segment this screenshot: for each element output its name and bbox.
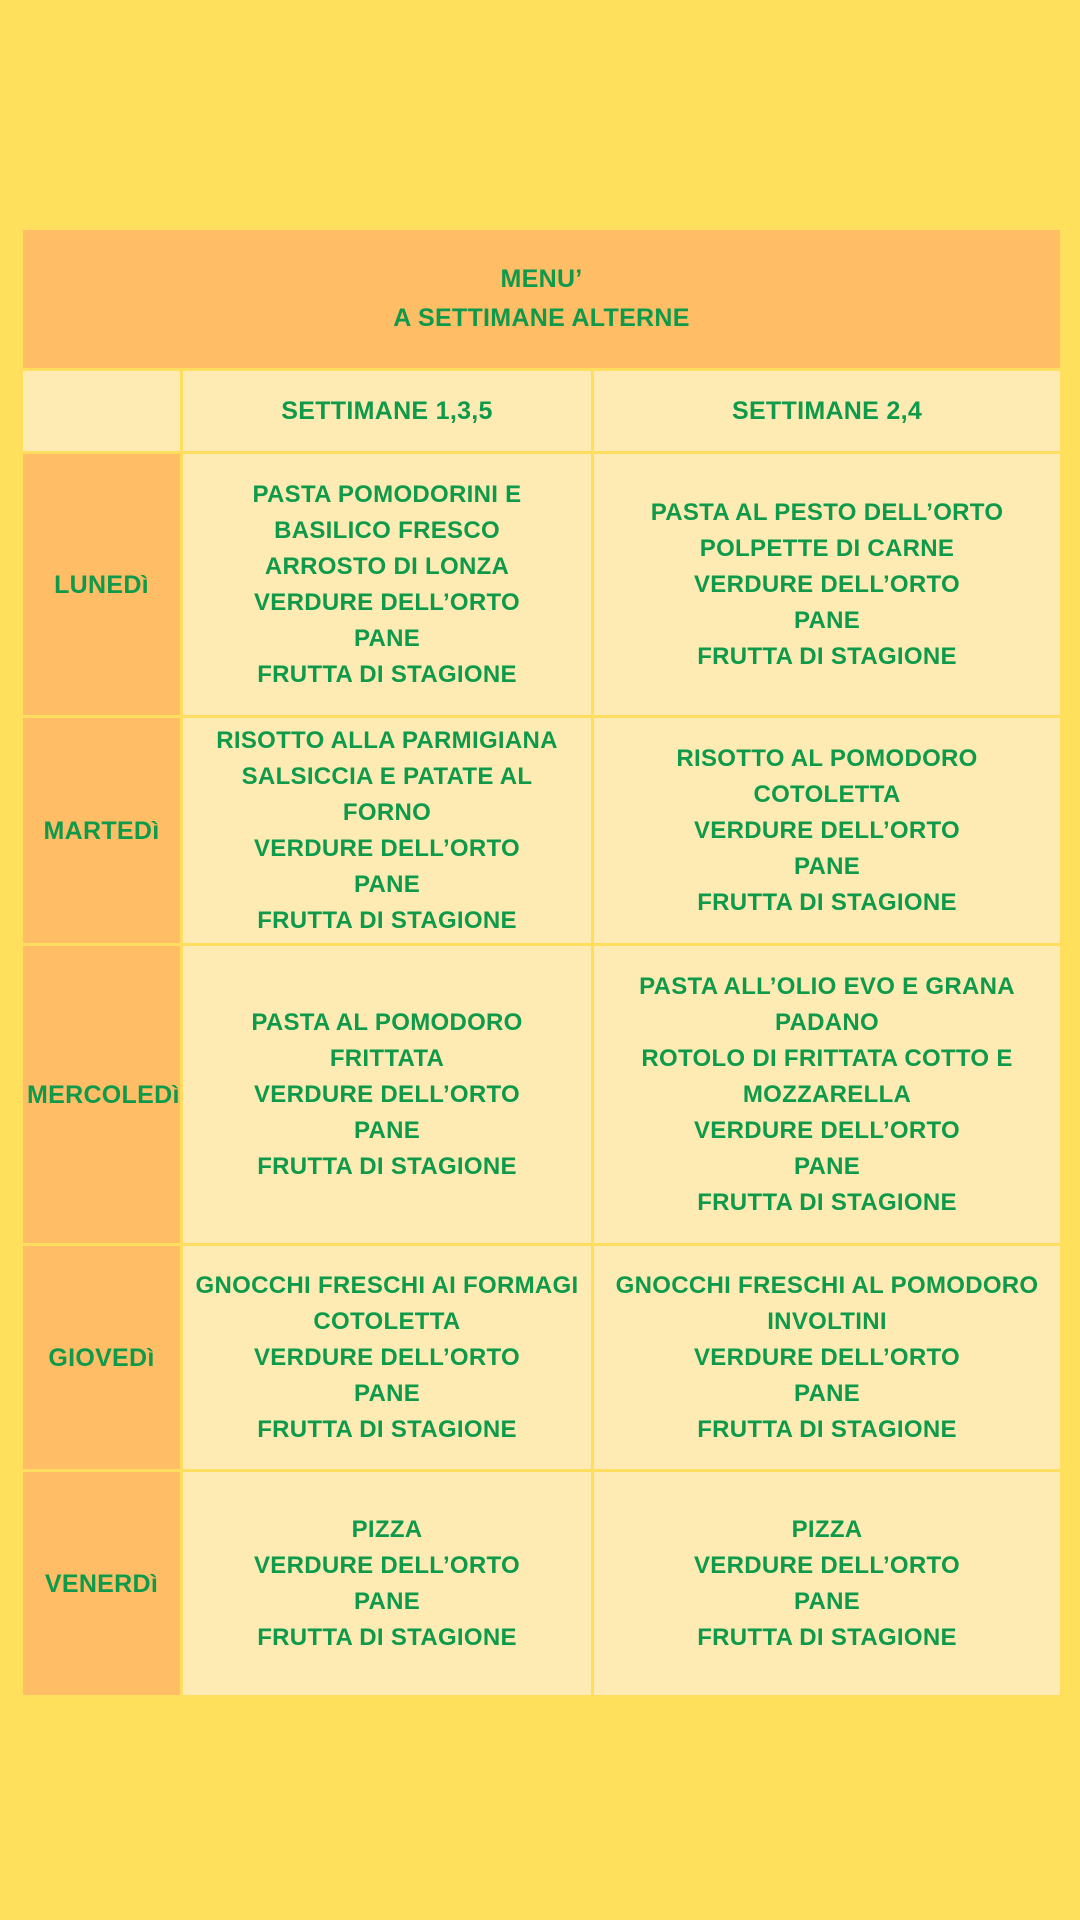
meal-item: FRUTTA DI STAGIONE (697, 888, 957, 916)
meal-item: PANE (793, 1152, 861, 1180)
meal-item: VERDURE DELL’ORTO (694, 1343, 961, 1371)
day-label: VENERDì (22, 1471, 182, 1697)
meal-cell-week2 (593, 453, 1062, 717)
meal-item: PANE (353, 870, 421, 898)
meal-item: FRUTTA DI STAGIONE (697, 1188, 957, 1216)
meal-item: FRUTTA DI STAGIONE (257, 660, 517, 688)
meal-item: POLPETTE DI CARNE (699, 534, 955, 562)
meal-item: ROTOLO DI FRITTATA COTTO E (641, 1044, 1013, 1072)
meal-item: PASTA AL POMODORO (251, 1008, 523, 1036)
meal-item: PANE (353, 1379, 421, 1407)
meal-item: FRITTATA (329, 1044, 445, 1072)
meal-item: VERDURE DELL’ORTO (253, 1343, 521, 1371)
menu-title-line2: A SETTIMANE ALTERNE (393, 304, 690, 332)
meal-item: FRUTTA DI STAGIONE (257, 906, 517, 934)
meal-item: RISOTTO AL POMODORO (676, 744, 978, 772)
column-header-week2: SETTIMANE 2,4 (593, 370, 1062, 453)
meal-item: INVOLTINI (767, 1307, 887, 1335)
meal-item: PANE (353, 1587, 421, 1615)
day-label: MARTEDì (22, 717, 182, 945)
meal-item: VERDURE DELL’ORTO (253, 834, 521, 862)
meal-item: BASILICO FRESCO (274, 516, 500, 544)
meal-cell-week1 (182, 453, 593, 717)
day-row (22, 717, 1062, 945)
meal-item: VERDURE DELL’ORTO (694, 570, 961, 598)
meal-item: PADANO (775, 1008, 880, 1036)
meal-item: VERDURE DELL’ORTO (253, 1080, 521, 1108)
meal-cell-week2 (593, 1471, 1062, 1697)
meal-cell-week1 (182, 717, 593, 945)
meal-item: FRUTTA DI STAGIONE (257, 1415, 517, 1443)
meal-item: PASTA POMODORINI E (252, 480, 522, 508)
meal-item: ARROSTO DI LONZA (264, 552, 510, 580)
meal-item: PIZZA (351, 1515, 423, 1543)
meal-cell-week2 (593, 1245, 1062, 1471)
meal-item: COTOLETTA (313, 1307, 461, 1335)
meal-item: PASTA ALL’OLIO EVO E GRANA (639, 972, 1015, 1000)
column-header-row (22, 370, 1062, 453)
day-label: LUNEDì (22, 453, 182, 717)
day-row (22, 945, 1062, 1245)
meal-item: RISOTTO ALLA PARMIGIANA (216, 726, 558, 754)
meal-item: VERDURE DELL’ORTO (694, 1551, 961, 1579)
meal-item: PANE (793, 1587, 861, 1615)
meal-item: GNOCCHI FRESCHI AL POMODORO (615, 1271, 1039, 1299)
meal-cell-week1 (182, 1471, 593, 1697)
meal-cell-week1 (182, 1245, 593, 1471)
meal-item: FRUTTA DI STAGIONE (257, 1623, 517, 1651)
day-row (22, 453, 1062, 717)
meal-item: PANE (353, 1116, 421, 1144)
meal-cell-week1 (182, 945, 593, 1245)
menu-title (22, 229, 1062, 370)
meal-item: PANE (793, 606, 861, 634)
meal-item: FRUTTA DI STAGIONE (697, 1415, 957, 1443)
meal-item: VERDURE DELL’ORTO (253, 588, 521, 616)
day-label: GIOVEDì (22, 1245, 182, 1471)
meal-item: VERDURE DELL’ORTO (694, 1116, 961, 1144)
menu-title-line1: MENU’ (500, 265, 583, 293)
meal-cell-week2 (593, 945, 1062, 1245)
day-label: MERCOLEDì (22, 945, 182, 1245)
meal-item: FORNO (342, 798, 432, 826)
meal-item: SALSICCIA E PATATE AL (241, 762, 533, 790)
meal-item: PANE (793, 852, 861, 880)
meal-item: FRUTTA DI STAGIONE (257, 1152, 517, 1180)
meal-item: FRUTTA DI STAGIONE (697, 1623, 957, 1651)
meal-item: PIZZA (791, 1515, 863, 1543)
day-row (22, 1245, 1062, 1471)
meal-item: COTOLETTA (753, 780, 901, 808)
column-header-week1: SETTIMANE 1,3,5 (182, 370, 593, 453)
meal-cell-week2 (593, 717, 1062, 945)
meal-item: PANE (353, 624, 421, 652)
day-row (22, 1471, 1062, 1697)
meal-item: FRUTTA DI STAGIONE (697, 642, 957, 670)
meal-item: MOZZARELLA (742, 1080, 912, 1108)
menu-table (20, 227, 1063, 1698)
meal-item: VERDURE DELL’ORTO (253, 1551, 521, 1579)
title-row (22, 229, 1062, 370)
meal-item: VERDURE DELL’ORTO (694, 816, 961, 844)
empty-header-cell (22, 370, 182, 453)
meal-item: PASTA AL PESTO DELL’ORTO (650, 498, 1004, 526)
meal-item: GNOCCHI FRESCHI AI FORMAGI (195, 1271, 579, 1299)
meal-item: PANE (793, 1379, 861, 1407)
